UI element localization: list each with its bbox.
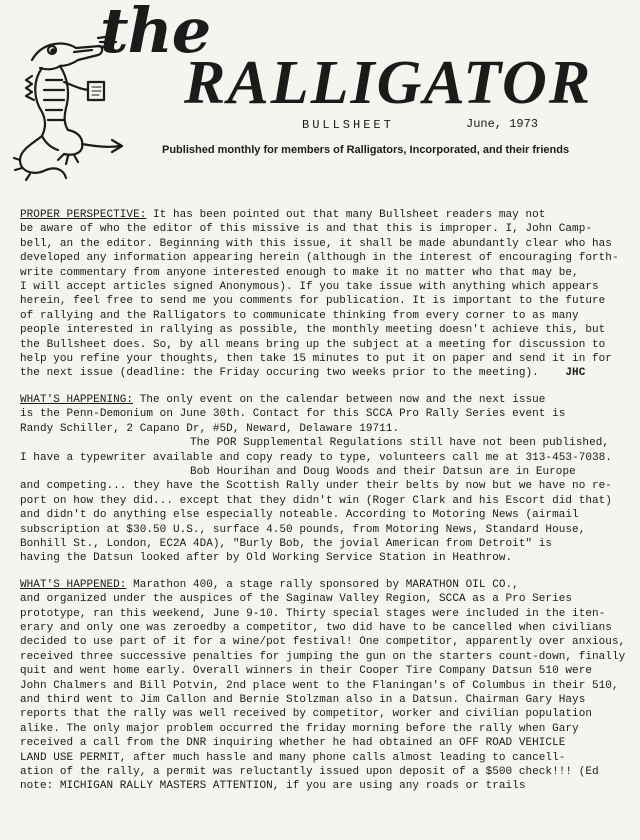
article-line: port on how they did... except that they didn't win (Roger Clark and his Escort did that) bbox=[20, 494, 612, 507]
article-line: be aware of who the editor of this missive is and that this is improper. I, John Camp- bbox=[20, 223, 592, 236]
masthead-tagline: Published monthly for members of Ralligators, Incorporated, and their friends bbox=[162, 144, 570, 156]
article-line: note: MICHIGAN RALLY MASTERS ATTENTION, if you are using any roads or trails bbox=[20, 780, 526, 793]
article-line: and competing... they have the Scottish Rally under their belts by now but we have no re- bbox=[20, 480, 612, 493]
article-line: alike. The only major problem occurred the friday morning before the rally when Gary bbox=[20, 722, 579, 735]
article-line: help you refine your thoughts, then take 15 minutes to put it on paper and send it in for bbox=[20, 353, 612, 366]
article-line: subscription at $30.50 U.S., surface 4.50 pounds, from Motoring News, Standard House, bbox=[20, 523, 586, 536]
article-line: PROPER PERSPECTIVE: It has been pointed out that many Bullsheet readers may not bbox=[20, 209, 546, 221]
article-line: prototype, ran this weekend, June 9-10. Thirty special stages were included in the iten- bbox=[20, 607, 606, 620]
article-line: and organized under the auspices of the Saginaw Valley Region, SCCA as a Pro Series bbox=[20, 593, 573, 606]
article-line: and third went to Jim Callon and Bernie Stolzman also in a Datsun. Chairman Gary Hays bbox=[20, 694, 586, 706]
article-heading: WHAT'S HAPPENING: bbox=[20, 393, 134, 406]
article-proper-perspective bbox=[20, 208, 624, 381]
masthead-subtitle: BULLSHEET bbox=[302, 118, 394, 132]
article-line: is the Penn-Demonium on June 30th. Contact for this SCCA Pro Rally Series event is bbox=[20, 408, 566, 421]
article-line: reports that the rally was well received by competitor, worker and civilian population bbox=[20, 708, 592, 721]
article-line: received a call from the DNR inquiring whether he had obtained an OFF ROAD VEHICLE bbox=[20, 737, 566, 750]
masthead-title: RALLIGATOR bbox=[184, 49, 593, 117]
article-line: Bob Hourihan and Doug Woods and their Datsun are in Europe bbox=[190, 465, 576, 478]
newsletter-body bbox=[20, 208, 624, 806]
article-line: herein, feel free to send me you comments for publication. It is important to the future bbox=[20, 295, 606, 308]
article-line: Randy Schiller, 2 Capano Dr, #5D, Neward, Delaware 19711. bbox=[20, 422, 400, 435]
article-line: people interested in rallying as possible, the monthly meeting doesn't achieve this, but bbox=[20, 324, 606, 337]
article-line: the next issue (deadline: the Friday occuring two weeks prior to the meeting). JHC bbox=[20, 367, 586, 380]
article-line: John Chalmers and Bill Potvin, 2nd place went to the Flaningan's of Columbus in their 510, bbox=[20, 679, 619, 692]
article-line: The POR Supplemental Regulations still have not been published, bbox=[190, 437, 610, 450]
article-line: Bonhill St., London, EC2A 4DA), "Burly Bob, the jovial American from Detroit" is bbox=[20, 537, 553, 550]
article-line: ation of the rally, a permit was reluctantly issued upon deposit of a $500 check!!! (Ed bbox=[20, 766, 599, 779]
issue-date: June, 1973 bbox=[466, 117, 539, 131]
article-line: write commentary from anyone interested enough to make it no matter who that may be, bbox=[20, 266, 579, 279]
article-line: quit and went home early. Overall winners in their Cooper Tire Company Datsun 510 were bbox=[20, 665, 592, 678]
article-line: I have a typewriter available and copy ready to type, volunteers call me at 313-453-7038. bbox=[20, 451, 612, 464]
article-line: erary and only one was zeroedby a competitor, two did have to be cancelled when civilians bbox=[20, 621, 612, 634]
editor-signature: JHC bbox=[565, 367, 586, 380]
article-line: I will accept articles signed Anonymous). If you take issue with anything which appears bbox=[20, 281, 599, 294]
article-whats-happening bbox=[20, 393, 624, 566]
article-line: of rallying and the Ralligators to communicate thinking from every corner to as many bbox=[20, 309, 579, 322]
masthead-title-the: the bbox=[100, 0, 211, 67]
article-line: developed any information appearing herein (although in the interest of encouraging forth- bbox=[20, 252, 619, 265]
article-line: bell, an the editor. Beginning with this issue, it shall be made abundantly clear who has bbox=[20, 237, 612, 250]
article-heading: WHAT'S HAPPENED: bbox=[20, 578, 127, 591]
article-line: decided to use part of it for a wine/pot festival! One competitor, apparently over anxious, bbox=[20, 636, 626, 649]
article-line: WHAT'S HAPPENED: Marathon 400, a stage rally sponsored by MARATHON OIL CO., bbox=[20, 578, 519, 591]
article-line: and didn't do anything else especially noteable. According to Motoring News (airmail bbox=[20, 509, 579, 522]
article-line: received three successive penalties for jumping the gun on the starters count-down, finally bbox=[20, 650, 626, 663]
article-line: the Bullsheet does. So, by all means bring up the subject at a meeting for discussion to bbox=[20, 338, 606, 351]
article-line: having the Datsun looked after by Old Working Service Station in Heathrow. bbox=[20, 552, 513, 565]
article-heading: PROPER PERSPECTIVE: bbox=[20, 209, 147, 221]
article-line: WHAT'S HAPPENING: The only event on the calendar between now and the next issue bbox=[20, 393, 546, 406]
article-line: LAND USE PERMIT, after much hassle and many phone calls almost leading to cancell- bbox=[20, 751, 566, 764]
article-whats-happened bbox=[20, 578, 624, 794]
